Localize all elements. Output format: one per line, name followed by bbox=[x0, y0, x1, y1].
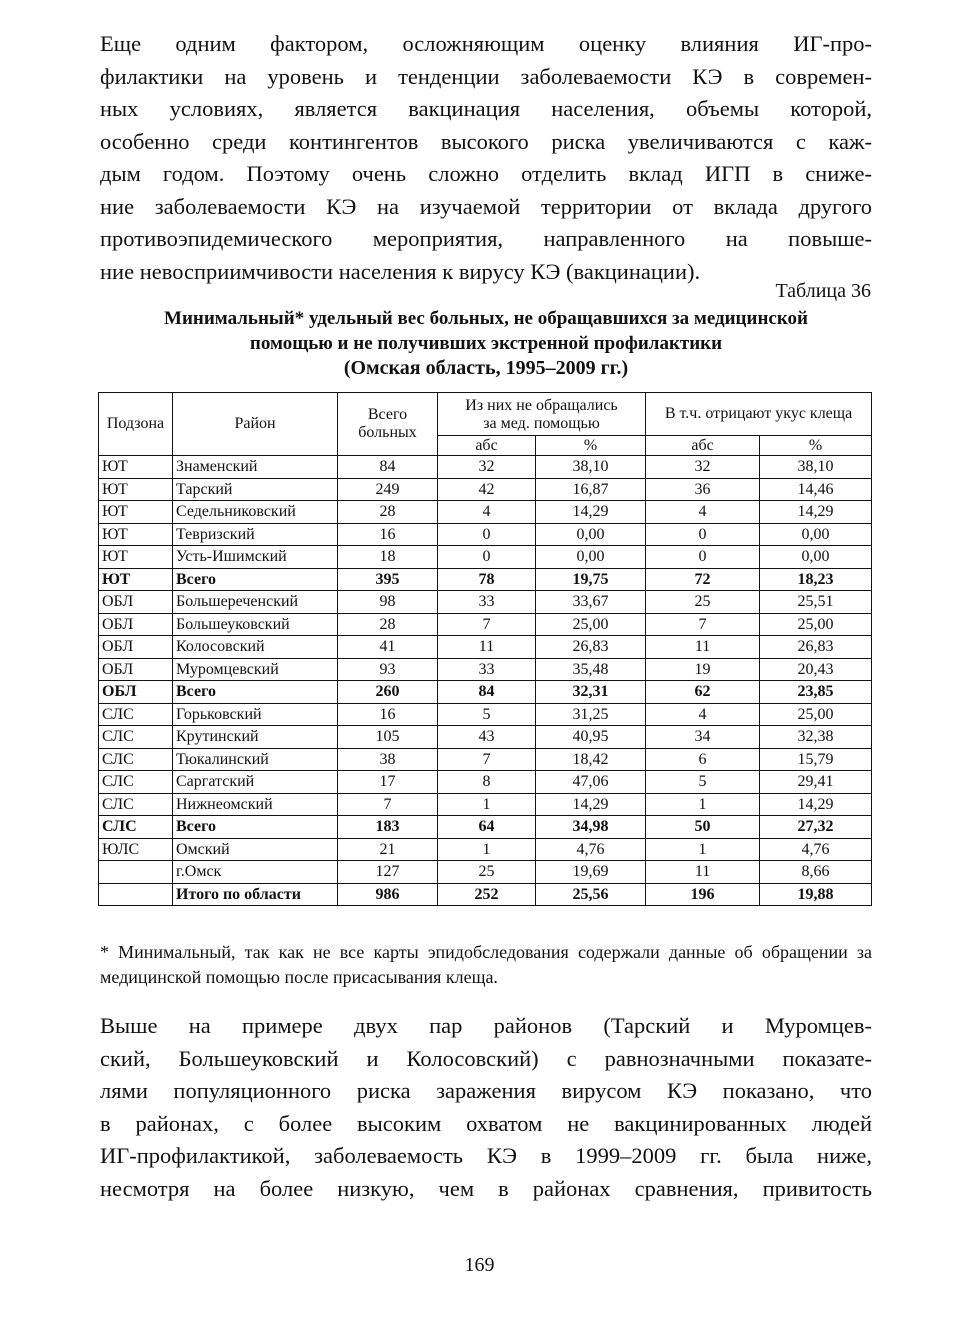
cell-district: Муромцевский bbox=[173, 658, 338, 681]
cell-total: 17 bbox=[338, 771, 438, 794]
cell-total: 84 bbox=[338, 456, 438, 479]
cell-not-applied-pct: 4,76 bbox=[536, 838, 646, 861]
cell-subzone: ЮТ bbox=[99, 546, 173, 569]
cell-deny-bite-abs: 1 bbox=[646, 838, 760, 861]
text-line: в районах, с более высоким охватом не вакцинированных людей bbox=[100, 1110, 872, 1136]
cell-district: Всего bbox=[173, 568, 338, 591]
text-line: ский, Большеуковский и Колосовский) с равнозначными показате- bbox=[100, 1045, 872, 1071]
cell-district: Всего bbox=[173, 816, 338, 839]
header-abs: абс bbox=[646, 436, 760, 456]
cell-subzone: СЛС bbox=[99, 816, 173, 839]
header-total-line: больных bbox=[358, 424, 417, 441]
cell-deny-bite-pct: 4,76 bbox=[760, 838, 872, 861]
cell-total: 7 bbox=[338, 793, 438, 816]
cell-not-applied-abs: 84 bbox=[438, 681, 536, 704]
cell-subzone: ЮТ bbox=[99, 478, 173, 501]
cell-subzone bbox=[99, 861, 173, 884]
cell-deny-bite-abs: 25 bbox=[646, 591, 760, 614]
table-row bbox=[99, 591, 872, 614]
cell-not-applied-pct: 34,98 bbox=[536, 816, 646, 839]
text-line: Выше на примере двух пар районов (Тарский и Муромцев- bbox=[100, 1013, 872, 1038]
cell-deny-bite-pct: 0,00 bbox=[760, 546, 872, 569]
cell-subzone: СЛС bbox=[99, 726, 173, 749]
table-row bbox=[99, 703, 872, 726]
table-row bbox=[99, 523, 872, 546]
cell-not-applied-pct: 32,31 bbox=[536, 681, 646, 704]
cell-deny-bite-pct: 25,00 bbox=[760, 613, 872, 636]
table-row bbox=[99, 861, 872, 884]
cell-not-applied-pct: 19,75 bbox=[536, 568, 646, 591]
cell-not-applied-abs: 25 bbox=[438, 861, 536, 884]
cell-total: 249 bbox=[338, 478, 438, 501]
cell-not-applied-pct: 25,00 bbox=[536, 613, 646, 636]
cell-deny-bite-abs: 1 bbox=[646, 793, 760, 816]
cell-deny-bite-abs: 0 bbox=[646, 546, 760, 569]
table-row bbox=[99, 726, 872, 749]
table-title-line: Минимальный* удельный вес больных, не обращавшихся за медицинской bbox=[164, 308, 808, 329]
cell-not-applied-abs: 64 bbox=[438, 816, 536, 839]
table-row bbox=[99, 748, 872, 771]
header-subzone: Подзона bbox=[99, 393, 173, 456]
cell-deny-bite-pct: 14,46 bbox=[760, 478, 872, 501]
header-district: Район bbox=[173, 393, 338, 456]
cell-deny-bite-pct: 19,88 bbox=[760, 883, 872, 906]
cell-total: 395 bbox=[338, 568, 438, 591]
cell-total: 127 bbox=[338, 861, 438, 884]
table-row bbox=[99, 883, 872, 906]
cell-not-applied-abs: 33 bbox=[438, 658, 536, 681]
cell-total: 28 bbox=[338, 613, 438, 636]
cell-total: 41 bbox=[338, 636, 438, 659]
header-total bbox=[338, 393, 438, 456]
text-line: Еще одним фактором, осложняющим оценку влияния ИГ-про- bbox=[100, 31, 872, 56]
header-pct: % bbox=[760, 436, 872, 456]
cell-district: Усть-Ишимский bbox=[173, 546, 338, 569]
cell-not-applied-abs: 8 bbox=[438, 771, 536, 794]
header-abs: абс bbox=[438, 436, 536, 456]
cell-deny-bite-abs: 4 bbox=[646, 703, 760, 726]
cell-not-applied-pct: 33,67 bbox=[536, 591, 646, 614]
text-line: ние невосприимчивости населения к вирусу КЭ (вакцинации). bbox=[100, 258, 701, 284]
page-number: 169 bbox=[464, 1254, 495, 1276]
text-line: несмотря на более низкую, чем в районах сравнения, привитость bbox=[100, 1175, 872, 1201]
cell-deny-bite-abs: 36 bbox=[646, 478, 760, 501]
cell-deny-bite-abs: 11 bbox=[646, 861, 760, 884]
cell-subzone: ОБЛ bbox=[99, 591, 173, 614]
cell-deny-bite-abs: 19 bbox=[646, 658, 760, 681]
cell-total: 21 bbox=[338, 838, 438, 861]
cell-deny-bite-pct: 25,00 bbox=[760, 703, 872, 726]
cell-total: 105 bbox=[338, 726, 438, 749]
cell-deny-bite-pct: 25,51 bbox=[760, 591, 872, 614]
cell-total: 18 bbox=[338, 546, 438, 569]
table-row bbox=[99, 771, 872, 794]
cell-subzone: ОБЛ bbox=[99, 658, 173, 681]
cell-district: Большеуковский bbox=[173, 613, 338, 636]
cell-not-applied-abs: 1 bbox=[438, 793, 536, 816]
cell-not-applied-pct: 26,83 bbox=[536, 636, 646, 659]
table-row bbox=[99, 838, 872, 861]
table-row bbox=[99, 478, 872, 501]
table-row bbox=[99, 681, 872, 704]
cell-not-applied-pct: 14,29 bbox=[536, 501, 646, 524]
cell-deny-bite-pct: 38,10 bbox=[760, 456, 872, 479]
cell-not-applied-pct: 0,00 bbox=[536, 546, 646, 569]
cell-not-applied-pct: 40,95 bbox=[536, 726, 646, 749]
cell-district: Колосовский bbox=[173, 636, 338, 659]
table-row bbox=[99, 546, 872, 569]
cell-deny-bite-abs: 62 bbox=[646, 681, 760, 704]
cell-district: Тюкалинский bbox=[173, 748, 338, 771]
text-line: ИГ-профилактикой, заболеваемость КЭ в 1999–2009 гг. была ниже, bbox=[100, 1143, 872, 1168]
cell-deny-bite-abs: 196 bbox=[646, 883, 760, 906]
cell-district: Горьковский bbox=[173, 703, 338, 726]
table-row bbox=[99, 613, 872, 636]
cell-deny-bite-pct: 0,00 bbox=[760, 523, 872, 546]
cell-subzone: ЮТ bbox=[99, 568, 173, 591]
cell-district: Седельниковский bbox=[173, 501, 338, 524]
table-title-line: помощью и не получивших экстренной профилактики bbox=[249, 333, 723, 354]
cell-not-applied-abs: 0 bbox=[438, 523, 536, 546]
text-line: ние заболеваемости КЭ на изучаемой территории от вклада другого bbox=[100, 193, 872, 219]
table-row bbox=[99, 636, 872, 659]
cell-not-applied-abs: 43 bbox=[438, 726, 536, 749]
table-title bbox=[100, 306, 872, 381]
cell-subzone: ОБЛ bbox=[99, 681, 173, 704]
cell-not-applied-abs: 1 bbox=[438, 838, 536, 861]
cell-subzone bbox=[99, 883, 173, 906]
cell-deny-bite-pct: 20,43 bbox=[760, 658, 872, 681]
cell-deny-bite-abs: 7 bbox=[646, 613, 760, 636]
table-row bbox=[99, 816, 872, 839]
cell-district: г.Омск bbox=[173, 861, 338, 884]
cell-deny-bite-pct: 8,66 bbox=[760, 861, 872, 884]
cell-total: 93 bbox=[338, 658, 438, 681]
table-title-line: (Омская область, 1995–2009 гг.) bbox=[343, 357, 629, 379]
cell-not-applied-abs: 11 bbox=[438, 636, 536, 659]
cell-subzone: ЮТ bbox=[99, 456, 173, 479]
cell-district: Тевризский bbox=[173, 523, 338, 546]
cell-deny-bite-pct: 29,41 bbox=[760, 771, 872, 794]
cell-not-applied-pct: 19,69 bbox=[536, 861, 646, 884]
cell-deny-bite-abs: 11 bbox=[646, 636, 760, 659]
cell-not-applied-abs: 5 bbox=[438, 703, 536, 726]
cell-not-applied-abs: 252 bbox=[438, 883, 536, 906]
text-line: ных условиях, является вакцинация населения, объемы которой, bbox=[100, 96, 872, 121]
header-deny-bite: В т.ч. отрицают укус клеща bbox=[646, 393, 872, 436]
cell-total: 28 bbox=[338, 501, 438, 524]
cell-deny-bite-pct: 32,38 bbox=[760, 726, 872, 749]
cell-district: Большереченский bbox=[173, 591, 338, 614]
cell-subzone: ЮЛС bbox=[99, 838, 173, 861]
cell-not-applied-pct: 0,00 bbox=[536, 523, 646, 546]
cell-district: Саргатский bbox=[173, 771, 338, 794]
cell-subzone: ОБЛ bbox=[99, 613, 173, 636]
table-label: Таблица 36 bbox=[775, 280, 871, 302]
cell-district: Омский bbox=[173, 838, 338, 861]
cell-subzone: СЛС bbox=[99, 748, 173, 771]
cell-not-applied-pct: 16,87 bbox=[536, 478, 646, 501]
header-not-applied-line: за мед. помощью bbox=[483, 415, 600, 432]
cell-district: Итого по области bbox=[173, 883, 338, 906]
cell-not-applied-pct: 18,42 bbox=[536, 748, 646, 771]
text-line: лями популяционного риска заражения вирусом КЭ показано, что bbox=[100, 1078, 872, 1103]
cell-total: 260 bbox=[338, 681, 438, 704]
cell-not-applied-abs: 4 bbox=[438, 501, 536, 524]
cell-not-applied-abs: 33 bbox=[438, 591, 536, 614]
cell-subzone: ОБЛ bbox=[99, 636, 173, 659]
cell-deny-bite-pct: 15,79 bbox=[760, 748, 872, 771]
cell-deny-bite-abs: 72 bbox=[646, 568, 760, 591]
cell-not-applied-abs: 42 bbox=[438, 478, 536, 501]
table-body bbox=[99, 456, 872, 906]
cell-not-applied-abs: 7 bbox=[438, 613, 536, 636]
cell-subzone: СЛС bbox=[99, 771, 173, 794]
cell-deny-bite-abs: 0 bbox=[646, 523, 760, 546]
cell-deny-bite-pct: 14,29 bbox=[760, 501, 872, 524]
cell-not-applied-abs: 0 bbox=[438, 546, 536, 569]
cell-not-applied-pct: 35,48 bbox=[536, 658, 646, 681]
cell-district: Крутинский bbox=[173, 726, 338, 749]
cell-not-applied-abs: 7 bbox=[438, 748, 536, 771]
cell-total: 16 bbox=[338, 523, 438, 546]
cell-subzone: ЮТ bbox=[99, 523, 173, 546]
table-row bbox=[99, 456, 872, 479]
cell-deny-bite-abs: 6 bbox=[646, 748, 760, 771]
cell-total: 98 bbox=[338, 591, 438, 614]
cell-subzone: ЮТ bbox=[99, 501, 173, 524]
cell-deny-bite-abs: 4 bbox=[646, 501, 760, 524]
paragraph-intro bbox=[100, 28, 872, 288]
cell-total: 16 bbox=[338, 703, 438, 726]
cell-district: Всего bbox=[173, 681, 338, 704]
cell-deny-bite-abs: 5 bbox=[646, 771, 760, 794]
cell-total: 38 bbox=[338, 748, 438, 771]
text-line: дым годом. Поэтому очень сложно отделить вклад ИГП в сниже- bbox=[100, 161, 872, 186]
table-row bbox=[99, 501, 872, 524]
paragraph-conclusion bbox=[100, 1010, 872, 1205]
cell-deny-bite-pct: 14,29 bbox=[760, 793, 872, 816]
cell-not-applied-pct: 31,25 bbox=[536, 703, 646, 726]
cell-deny-bite-abs: 32 bbox=[646, 456, 760, 479]
table-row bbox=[99, 658, 872, 681]
cell-district: Тарский bbox=[173, 478, 338, 501]
text-line: противоэпидемического мероприятия, направленного на повыше- bbox=[100, 226, 872, 251]
cell-not-applied-pct: 38,10 bbox=[536, 456, 646, 479]
cell-district: Нижнеомский bbox=[173, 793, 338, 816]
cell-not-applied-pct: 14,29 bbox=[536, 793, 646, 816]
cell-not-applied-abs: 78 bbox=[438, 568, 536, 591]
header-not-applied-line: Из них не обращались bbox=[465, 397, 618, 414]
cell-total: 986 bbox=[338, 883, 438, 906]
cell-deny-bite-abs: 50 bbox=[646, 816, 760, 839]
cell-deny-bite-pct: 26,83 bbox=[760, 636, 872, 659]
cell-not-applied-pct: 47,06 bbox=[536, 771, 646, 794]
table-row bbox=[99, 568, 872, 591]
cell-subzone: СЛС bbox=[99, 703, 173, 726]
data-table bbox=[98, 392, 872, 906]
cell-subzone: СЛС bbox=[99, 793, 173, 816]
header-total-line: Всего bbox=[367, 406, 408, 423]
table-row bbox=[99, 793, 872, 816]
cell-deny-bite-pct: 23,85 bbox=[760, 681, 872, 704]
header-pct: % bbox=[536, 436, 646, 456]
cell-deny-bite-pct: 18,23 bbox=[760, 568, 872, 591]
cell-deny-bite-pct: 27,32 bbox=[760, 816, 872, 839]
text-line: филактики на уровень и тенденции заболеваемости КЭ в современ- bbox=[100, 63, 872, 89]
cell-total: 183 bbox=[338, 816, 438, 839]
footnote: * Минимальный, так как не все карты эпидобследования содержали данные об обращении за медицинской помощью после присасывания клеща. bbox=[100, 942, 872, 987]
cell-district: Знаменский bbox=[173, 456, 338, 479]
cell-not-applied-pct: 25,56 bbox=[536, 883, 646, 906]
header-not-applied bbox=[438, 393, 646, 436]
cell-not-applied-abs: 32 bbox=[438, 456, 536, 479]
cell-deny-bite-abs: 34 bbox=[646, 726, 760, 749]
text-line: особенно среди контингентов высокого риска увеличиваются с каж- bbox=[100, 128, 872, 154]
